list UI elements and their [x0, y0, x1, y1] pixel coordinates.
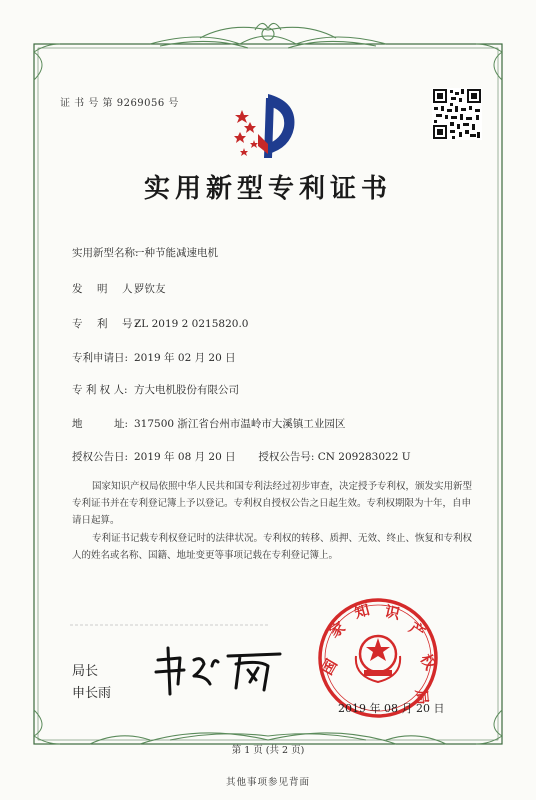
footer-note: 其他事项参见背面 — [225, 777, 310, 788]
field-value: 罗钦友 — [134, 283, 166, 295]
field-label: 专利申请日: — [72, 352, 129, 364]
svg-text:权: 权 — [416, 651, 440, 674]
field-value: 2019 年 08 月 20 日 — [134, 451, 236, 463]
field-label: 专 利 权 人: — [72, 384, 128, 396]
field-value: 一种节能减速电机 — [134, 247, 218, 259]
field-utility-model-name — [72, 245, 218, 260]
field-label: 授权公告日: — [72, 451, 129, 463]
qr-code — [432, 88, 482, 140]
field-value: 317500 浙江省台州市温岭市大溪镇工业园区 — [134, 418, 346, 430]
field-label: 发 明 人: — [72, 283, 141, 295]
svg-text:产: 产 — [405, 618, 429, 642]
signatory-title: 局长 — [72, 664, 99, 679]
svg-text:知: 知 — [352, 600, 372, 622]
field-value: ZL 2019 2 0215820.0 — [134, 318, 249, 330]
handwritten-signature — [150, 640, 290, 700]
statement-paragraph: 国家知识产权局依照中华人民共和国专利法经过初步审查，决定授予专利权，颁发实用新型专利证书并在专利登记簿上予以登记。专利权自授权公告之日起生效。专利权期限为十年，自申请日起算。 — [72, 481, 473, 526]
statement-paragraph: 专利证书记载专利权登记时的法律状况。专利权的转移、质押、无效、终止、恢复和专利权人的姓名或名称、国籍、地址变更等事项记载在专利登记簿上。 — [72, 533, 473, 561]
svg-text:识: 识 — [383, 602, 402, 624]
field-announcement-date — [72, 449, 411, 464]
seal-date: 2019 年 08 月 20 日 — [338, 702, 445, 715]
field-value: CN 209283022 U — [317, 451, 411, 463]
field-patentee — [72, 382, 239, 397]
field-address — [72, 416, 345, 431]
field-label: 地 址: — [72, 418, 129, 430]
field-label: 授权公告号: — [258, 451, 315, 463]
field-patent-number — [72, 316, 248, 331]
certificate-number: 证 书 号 第 9269056 号 — [60, 98, 179, 109]
field-value: 2019 年 02 月 20 日 — [134, 352, 236, 364]
svg-text:家: 家 — [325, 617, 349, 642]
field-application-date — [72, 350, 236, 365]
field-value: 方大电机股份有限公司 — [134, 384, 239, 396]
field-inventor — [72, 281, 166, 296]
svg-text:国: 国 — [317, 655, 341, 678]
field-label: 实用新型名称: — [72, 247, 139, 259]
patent-office-logo — [228, 88, 308, 164]
field-label: 专 利 号: — [72, 318, 141, 330]
page-number: 第 1 页 (共 2 页) — [231, 745, 305, 756]
svg-text:局: 局 — [412, 688, 432, 706]
certificate-title: 实用新型专利证书 — [143, 174, 392, 204]
signatory-name: 申长雨 — [72, 686, 112, 701]
